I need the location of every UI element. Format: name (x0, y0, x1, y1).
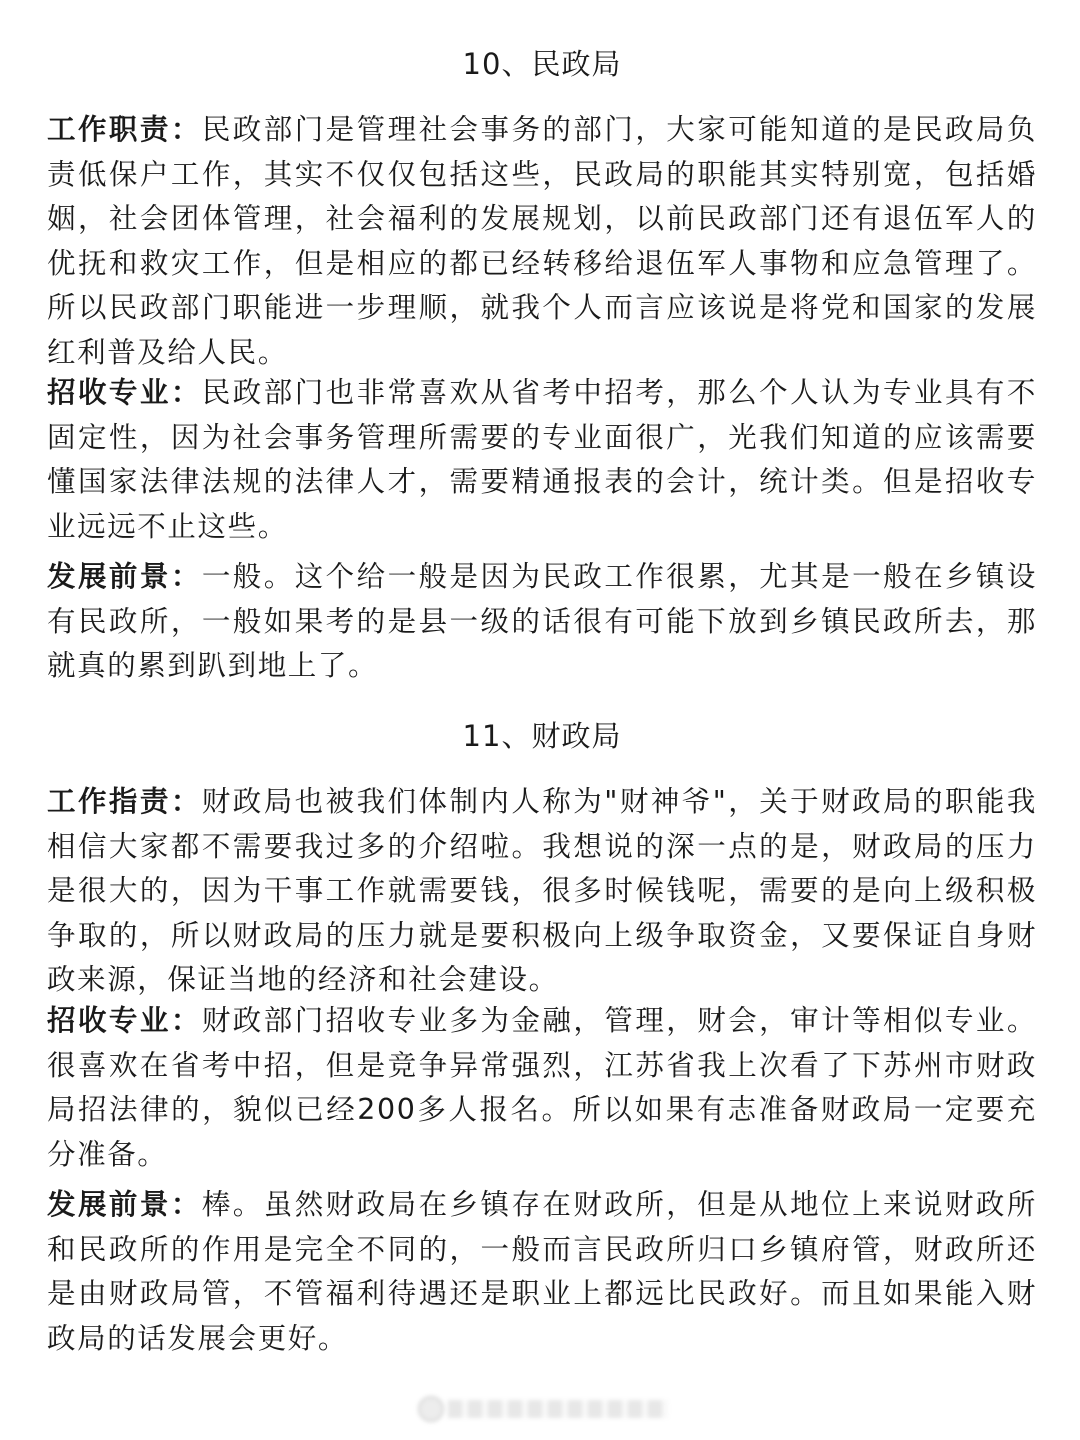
paragraph-prospects (47, 1183, 1037, 1361)
paragraph-duties (47, 108, 1037, 375)
paragraph-text: 财政部门招收专业多为金融，管理，财会，审计等相似专业。很喜欢在省考中招，但是竞争异常强烈，江苏省我上次看了下苏州市财政局招法律的，貌似已经200多人报名。所以如果有志准备财政局一定要充分准备。 (47, 1004, 1037, 1171)
paragraph-text: 民政部门是管理社会事务的部门，大家可能知道的是民政局负责低保户工作，其实不仅仅包括这些，民政局的职能其实特别宽，包括婚姻，社会团体管理，社会福利的发展规划，以前民政部门还有退伍军人的优抚和救灾工作，但是相应的都已经转移给退伍军人事物和应急管理了。所以民政部门职能进一步理顺，就我个人而言应该说是将党和国家的发展红利普及给人民。 (47, 113, 1037, 369)
paragraph-prospects (47, 555, 1037, 689)
paragraph-label: 招收专业： (47, 1004, 202, 1037)
paragraph-majors (47, 371, 1037, 549)
paragraph-label: 招收专业： (47, 376, 202, 409)
watermark (418, 1392, 668, 1426)
paragraph-text: 民政部门也非常喜欢从省考中招考，那么个人认为专业具有不固定性，因为社会事务管理所需要的专业面很广，光我们知道的应该需要懂国家法律法规的法律人才，需要精通报表的会计，统计类。但是招收专业远远不止这些。 (47, 376, 1037, 543)
paragraph-label: 发展前景： (47, 1188, 202, 1221)
watermark-text-blur (448, 1400, 668, 1418)
paragraph-text: 财政局也被我们体制内人称为"财神爷"，关于财政局的职能我相信大家都不需要我过多的介绍啦。我想说的深一点的是，财政局的压力是很大的，因为干事工作就需要钱，很多时候钱呢，需要的是向上级积极争取的，所以财政局的压力就是要积极向上级争取资金，又要保证自身财政来源，保证当地的经济和社会建设。 (47, 785, 1037, 996)
paragraph-label: 工作职责： (47, 113, 202, 146)
paragraph-text: 一般。这个给一般是因为民政工作很累，尤其是一般在乡镇设有民政所，一般如果考的是县一级的话很有可能下放到乡镇民政所去，那就真的累到趴到地上了。 (47, 560, 1037, 682)
paragraph-label: 发展前景： (47, 560, 202, 593)
section-title-civil-affairs: 10、民政局 (462, 47, 622, 81)
paragraph-majors (47, 999, 1037, 1177)
paragraph-duties (47, 780, 1037, 1003)
section-title-finance: 11、财政局 (462, 719, 622, 753)
watermark-logo-icon (418, 1396, 444, 1422)
paragraph-text: 棒。虽然财政局在乡镇存在财政所，但是从地位上来说财政所和民政所的作用是完全不同的，一般而言民政所归口乡镇府管，财政所还是由财政局管，不管福利待遇还是职业上都远比民政好。而且如果能入财政局的话发展会更好。 (47, 1188, 1037, 1355)
paragraph-label: 工作指责： (47, 785, 202, 818)
